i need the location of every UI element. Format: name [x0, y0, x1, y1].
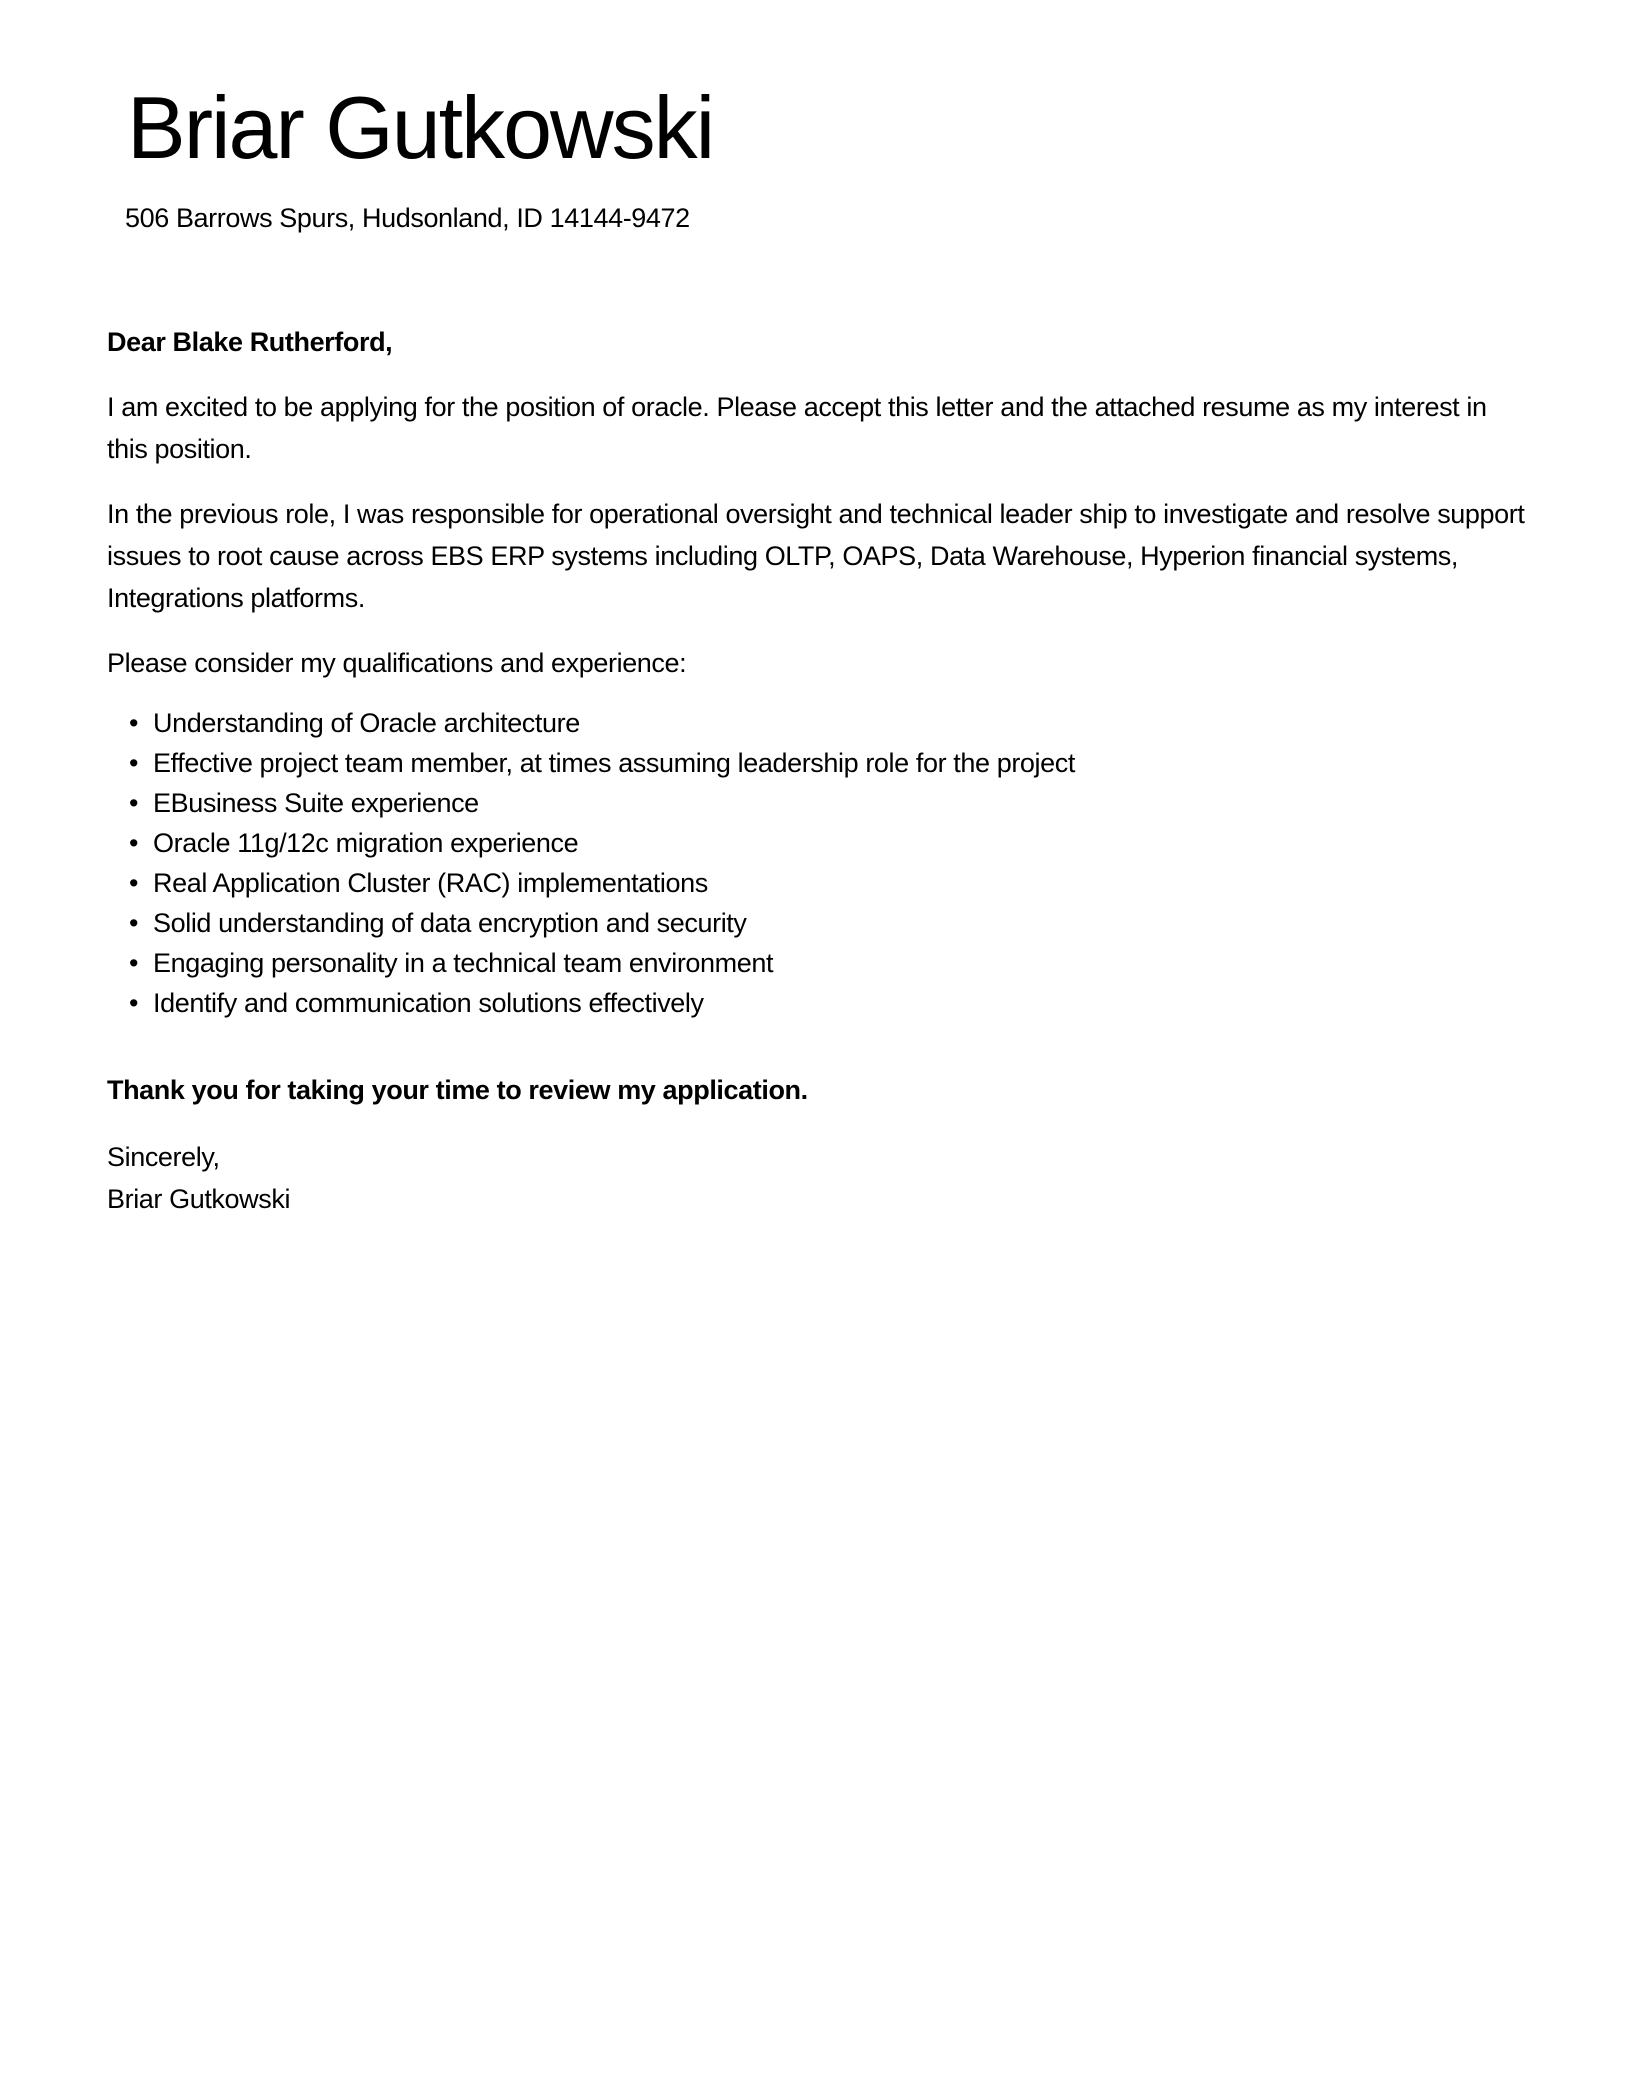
- qualification-item: • Solid understanding of data encryption and security: [107, 903, 1530, 943]
- experience-paragraph: In the previous role, I was responsible for operational oversight and technical leader ship to investigate and resolve support issues to root cause across EBS ERP systems including OLTP, OAPS, Data Warehouse, Hyperion financial systems, Integrations platforms.: [107, 499, 1525, 614]
- salutation: Dear Blake Rutherford,: [107, 327, 393, 358]
- qualification-item: • Effective project team member, at times assuming leadership role for the project: [107, 743, 1530, 783]
- signature-name: Briar Gutkowski: [107, 1184, 291, 1215]
- qualifications-intro: Please consider my qualifications and experience:: [107, 648, 687, 679]
- qualification-item: • EBusiness Suite experience: [107, 783, 1530, 823]
- qualification-item: • Understanding of Oracle architecture: [107, 703, 1530, 743]
- applicant-name: Briar Gutkowski: [127, 78, 714, 177]
- letter-header: [0, 0, 1632, 234]
- applicant-address: 506 Barrows Spurs, Hudsonland, ID 14144-9472: [125, 203, 690, 233]
- qualification-item: • Oracle 11g/12c migration experience: [107, 823, 1530, 863]
- letter-body: [0, 321, 1632, 1340]
- signoff-block: [107, 1136, 1530, 1340]
- qualification-item: • Engaging personality in a technical team environment: [107, 943, 1530, 983]
- signoff: Sincerely,: [107, 1142, 220, 1173]
- qualifications-list: [107, 703, 1530, 1023]
- closing-thanks: Thank you for taking your time to review my application.: [107, 1075, 808, 1106]
- intro-paragraph: I am excited to be applying for the position of oracle. Please accept this letter and the attached resume as my interest in this position.: [107, 392, 1487, 465]
- qualification-item: • Identify and communication solutions effectively: [107, 983, 1530, 1023]
- qualification-item: • Real Application Cluster (RAC) implementations: [107, 863, 1530, 903]
